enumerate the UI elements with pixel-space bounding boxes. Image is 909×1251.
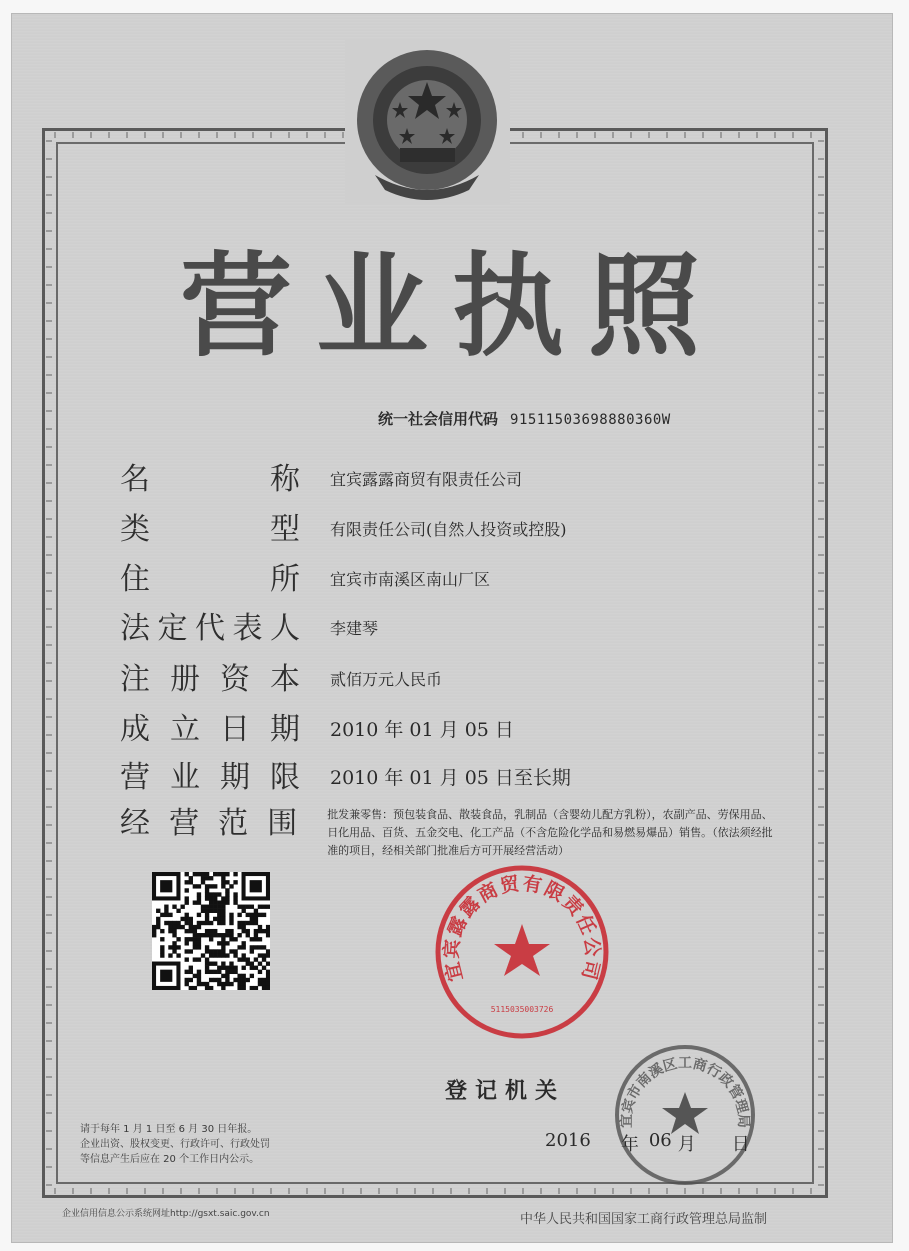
field-business-term: [120, 760, 780, 796]
field-business-scope: [120, 806, 780, 860]
notice-line: 企业出资、股权变更、行政许可、行政处罚: [80, 1139, 270, 1150]
field-label: 经 营 范 围: [120, 806, 298, 841]
government-seal-text: 宜宾市南溪区工商行政管理局: [618, 1055, 752, 1129]
border-pattern-right: [818, 132, 824, 1194]
field-value: 2010 年 01 月 05 日: [330, 719, 514, 741]
field-label: 类 型: [120, 512, 300, 547]
field-name: [120, 462, 780, 498]
field-label: 注 册 资 本: [120, 662, 300, 697]
field-value: 有限责任公司(自然人投资或控股): [330, 520, 567, 539]
field-label: 法 定 代 表 人: [120, 611, 300, 646]
notice-line: 等信息产生后应在 20 个工作日内公示。: [80, 1154, 260, 1165]
notice-line: 请于每年 1 月 1 日至 6 月 30 日年报。: [80, 1124, 258, 1135]
field-value: 2010 年 01 月 05 日至长期: [330, 767, 571, 789]
company-seal-text: 宜宾露露商贸有限责任公司: [440, 872, 604, 984]
field-value: 宜宾市南溪区南山厂区: [330, 570, 491, 589]
field-address: [120, 562, 780, 598]
day-unit: 日: [731, 1134, 750, 1155]
company-seal-number: 5115035003726: [490, 1005, 554, 1014]
document-title: [180, 232, 700, 372]
government-seal-icon: [610, 1040, 760, 1190]
title-char: 照: [588, 241, 700, 372]
issue-year: 2016: [545, 1130, 591, 1151]
month-unit: 月: [677, 1134, 696, 1155]
credit-code-row: [378, 408, 671, 429]
field-value: 批发兼零售：预包装食品、散装食品，乳制品（含婴幼儿配方乳粉），农副产品、劳保用品、日化用品、百货、五金交电、化工产品（不含危险化学品和易燃易爆品）销售。（依法须经批准的项目，经相关部门批准后方可开展经营活动）: [327, 808, 773, 857]
title-char: 业: [316, 241, 428, 372]
issue-date: [545, 1130, 750, 1156]
company-seal-icon: [432, 862, 612, 1042]
field-label: 名 称: [120, 462, 300, 497]
qr-code-icon[interactable]: [152, 872, 270, 990]
national-emblem-icon: [345, 40, 510, 205]
footer-supervisor: 中华人民共和国国家工商行政管理总局监制: [520, 1212, 768, 1227]
footer-website: 企业信用信息公示系统网址http://gsxt.saic.gov.cn: [62, 1209, 270, 1219]
border-pattern-left: [46, 132, 52, 1194]
field-established-date: [120, 712, 780, 748]
field-type: [120, 512, 780, 548]
field-value: 李建琴: [330, 619, 379, 638]
field-label: 住 所: [120, 562, 300, 597]
annual-report-notice: [80, 1122, 310, 1167]
title-char: 营: [180, 241, 292, 372]
credit-code-value: 91511503698880360W: [510, 412, 671, 428]
credit-code-label: 统一社会信用代码: [378, 410, 499, 428]
issue-month: 06: [648, 1130, 672, 1151]
title-char: 执: [452, 241, 564, 372]
field-label: 营 业 期 限: [120, 760, 300, 795]
field-value: 宜宾露露商贸有限责任公司: [330, 470, 523, 489]
field-value: 贰佰万元人民币: [330, 670, 443, 689]
registration-authority-label: 登记机关: [445, 1079, 566, 1104]
year-unit: 年: [620, 1134, 639, 1155]
field-registered-capital: [120, 662, 780, 698]
field-label: 成 立 日 期: [120, 712, 300, 747]
field-legal-representative: [120, 611, 780, 647]
